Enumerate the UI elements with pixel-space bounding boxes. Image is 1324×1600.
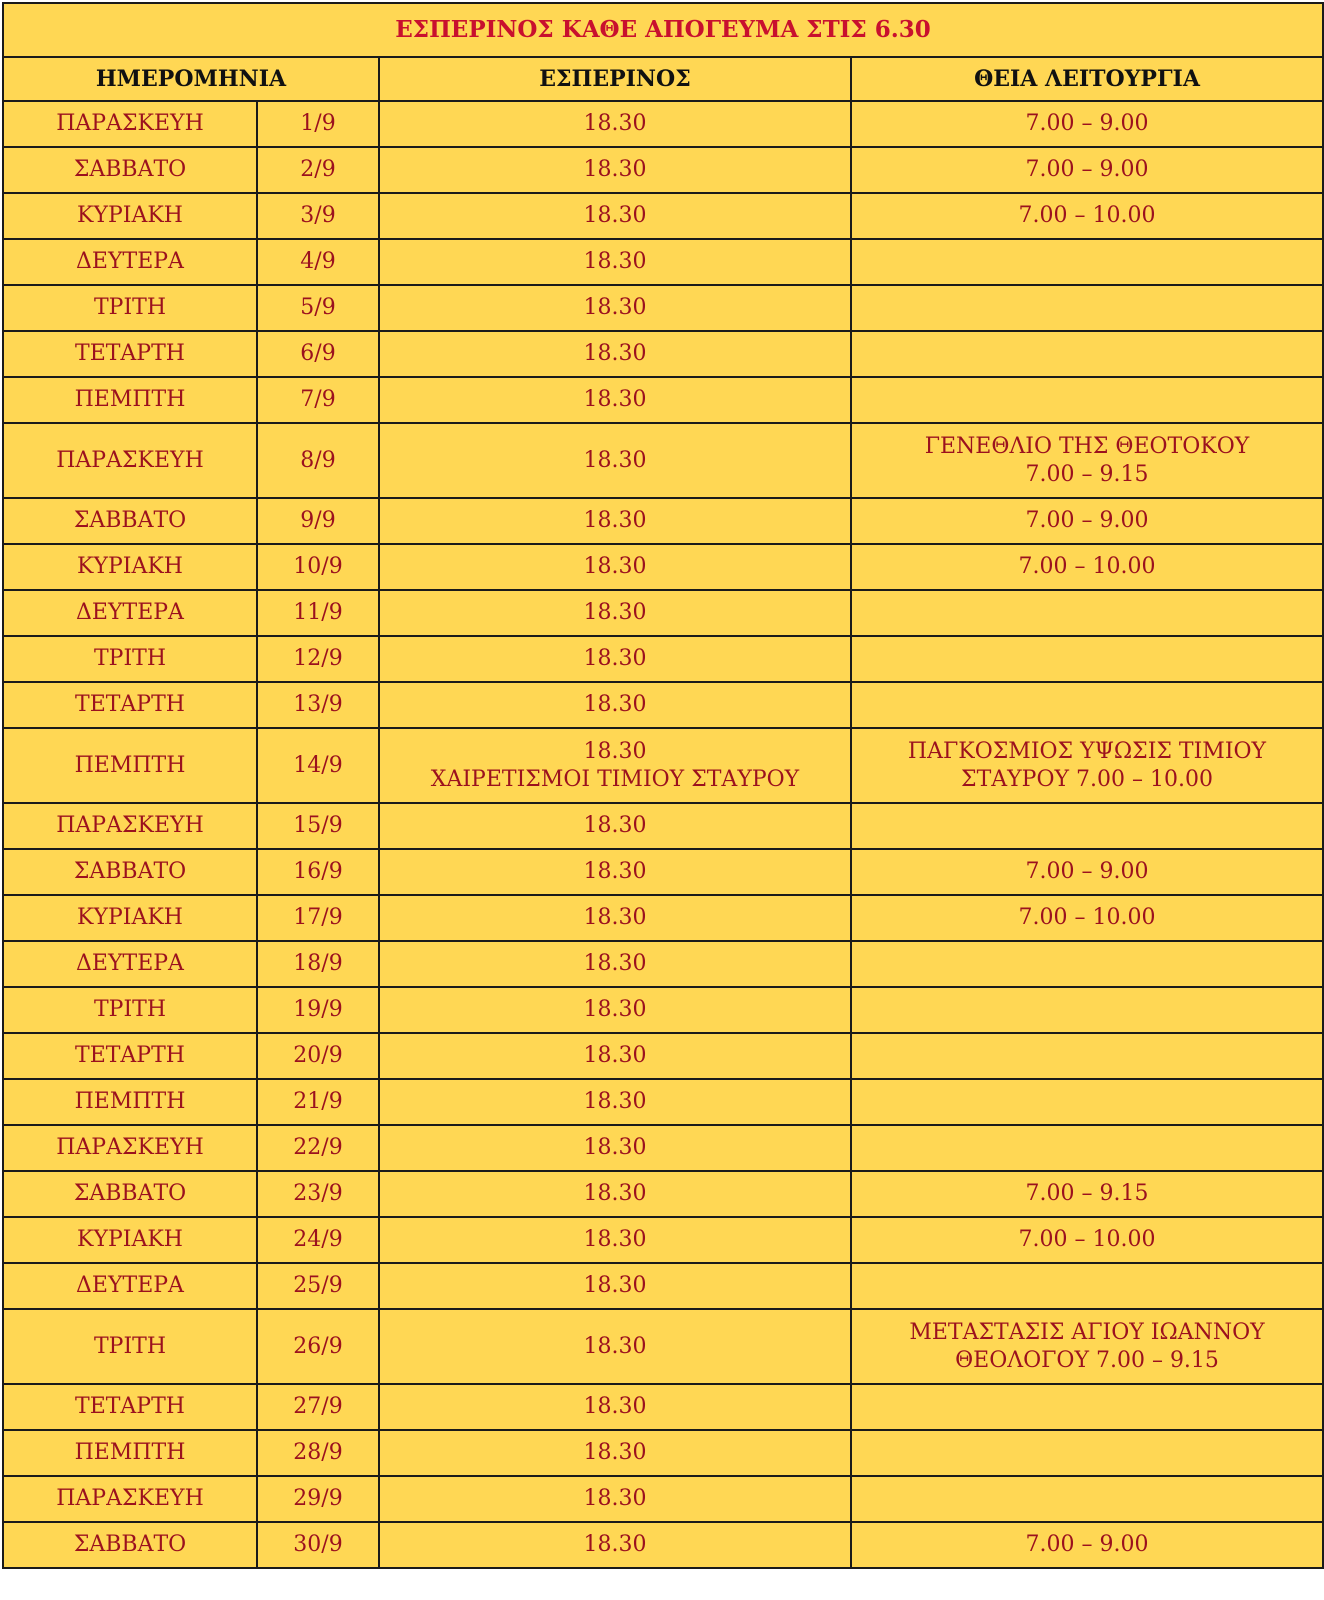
day-cell: ΣΑΒΒΑΤΟ: [3, 498, 257, 544]
date-cell: 28/9: [257, 1430, 379, 1476]
table-row: [3, 544, 1323, 590]
vespers-time: 18.30: [583, 1532, 647, 1557]
date-cell: 11/9: [257, 590, 379, 636]
table-row: [3, 1263, 1323, 1309]
liturgy-cell: [851, 1476, 1323, 1522]
day-cell: ΚΥΡΙΑΚΗ: [3, 544, 257, 590]
day-cell: ΠΕΜΠΤΗ: [3, 1079, 257, 1125]
day-cell: ΚΥΡΙΑΚΗ: [3, 895, 257, 941]
date-cell: 5/9: [257, 285, 379, 331]
vespers-cell: [379, 803, 851, 849]
liturgy-cell: [851, 1125, 1323, 1171]
vespers-time: 18.30: [583, 157, 647, 182]
liturgy-line: 7.00 – 10.00: [1018, 1227, 1156, 1252]
liturgy-cell: [851, 423, 1323, 498]
liturgy-cell: [851, 1430, 1323, 1476]
vespers-time: 18.30: [583, 905, 647, 930]
table-row: [3, 728, 1323, 803]
day-cell: ΣΑΒΒΑΤΟ: [3, 1522, 257, 1568]
day-cell: ΤΕΤΑΡΤΗ: [3, 682, 257, 728]
vespers-cell: [379, 377, 851, 423]
vespers-time: 18.30: [583, 1273, 647, 1298]
vespers-time: 18.30: [583, 859, 647, 884]
liturgy-line: 7.00 – 10.00: [1018, 905, 1156, 930]
date-cell: 27/9: [257, 1384, 379, 1430]
table-row: [3, 1522, 1323, 1568]
vespers-cell: [379, 1309, 851, 1384]
liturgy-cell: [851, 1079, 1323, 1125]
table-row: [3, 147, 1323, 193]
header-date: ΗΜΕΡΟΜΗΝΙΑ: [3, 57, 379, 101]
liturgy-cell: [851, 728, 1323, 803]
liturgy-line: ΓΕΝΕΘΛΙΟ ΤΗΣ ΘΕΟΤΟΚΟΥ: [924, 433, 1250, 459]
vespers-time: 18.30: [583, 1440, 647, 1465]
vespers-time: 18.30: [583, 951, 647, 976]
table-row: [3, 1476, 1323, 1522]
liturgy-line: 7.00 – 9.15: [1025, 1181, 1149, 1206]
date-cell: 12/9: [257, 636, 379, 682]
day-cell: ΔΕΥΤΕΡΑ: [3, 1263, 257, 1309]
vespers-cell: [379, 147, 851, 193]
date-cell: 14/9: [257, 728, 379, 803]
vespers-time: 18.30: [583, 1181, 647, 1206]
vespers-time: 18.30: [583, 813, 647, 838]
day-cell: ΣΑΒΒΑΤΟ: [3, 147, 257, 193]
vespers-cell: [379, 1430, 851, 1476]
date-cell: 20/9: [257, 1033, 379, 1079]
vespers-time: 18.30: [583, 997, 647, 1022]
table-row: [3, 1384, 1323, 1430]
liturgy-cell: [851, 193, 1323, 239]
date-cell: 8/9: [257, 423, 379, 498]
vespers-time: 18.30: [583, 738, 647, 764]
date-cell: 21/9: [257, 1079, 379, 1125]
liturgy-line: 7.00 – 9.00: [1025, 1532, 1149, 1557]
day-cell: ΤΡΙΤΗ: [3, 987, 257, 1033]
liturgy-cell: [851, 1384, 1323, 1430]
day-cell: ΠΑΡΑΣΚΕΥΗ: [3, 101, 257, 147]
date-cell: 24/9: [257, 1217, 379, 1263]
table-row: [3, 1217, 1323, 1263]
liturgy-line-2: ΣΤΑΥΡΟΥ 7.00 – 10.00: [961, 766, 1213, 792]
vespers-time: 18.30: [583, 1089, 647, 1114]
vespers-cell: [379, 1217, 851, 1263]
date-cell: 19/9: [257, 987, 379, 1033]
table-row: [3, 331, 1323, 377]
liturgy-cell: [851, 1033, 1323, 1079]
day-cell: ΤΕΤΑΡΤΗ: [3, 1384, 257, 1430]
vespers-cell: [379, 1125, 851, 1171]
liturgy-line: ΠΑΓΚΟΣΜΙΟΣ ΥΨΩΣΙΣ ΤΙΜΙΟΥ: [907, 738, 1267, 764]
vespers-time: 18.30: [583, 203, 647, 228]
vespers-time: 18.30: [583, 295, 647, 320]
date-cell: 26/9: [257, 1309, 379, 1384]
liturgy-cell: [851, 895, 1323, 941]
day-cell: ΣΑΒΒΑΤΟ: [3, 1171, 257, 1217]
liturgy-cell: [851, 544, 1323, 590]
table-row: [3, 1033, 1323, 1079]
vespers-cell: [379, 895, 851, 941]
date-cell: 18/9: [257, 941, 379, 987]
date-cell: 6/9: [257, 331, 379, 377]
table-row: [3, 239, 1323, 285]
table-row: [3, 941, 1323, 987]
table-row: [3, 498, 1323, 544]
table-row: [3, 987, 1323, 1033]
vespers-cell: [379, 1522, 851, 1568]
vespers-time: 18.30: [583, 1486, 647, 1511]
liturgy-cell: [851, 803, 1323, 849]
liturgy-cell: [851, 1171, 1323, 1217]
vespers-time: 18.30: [583, 1043, 647, 1068]
liturgy-line: 7.00 – 9.00: [1025, 111, 1149, 136]
vespers-cell: [379, 498, 851, 544]
table-row: [3, 1079, 1323, 1125]
table-row: [3, 682, 1323, 728]
liturgy-cell: [851, 147, 1323, 193]
table-row: [3, 193, 1323, 239]
table-row: [3, 803, 1323, 849]
vespers-time: 18.30: [583, 508, 647, 533]
table-row: [3, 377, 1323, 423]
date-cell: 3/9: [257, 193, 379, 239]
day-cell: ΔΕΥΤΕΡΑ: [3, 590, 257, 636]
date-cell: 22/9: [257, 1125, 379, 1171]
schedule-title: ΕΣΠΕΡΙΝΟΣ ΚΑΘΕ ΑΠΟΓΕΥΜΑ ΣΤΙΣ 6.30: [3, 3, 1323, 57]
vespers-cell: [379, 285, 851, 331]
vespers-cell: [379, 239, 851, 285]
date-cell: 25/9: [257, 1263, 379, 1309]
vespers-cell: [379, 101, 851, 147]
liturgy-cell: [851, 1263, 1323, 1309]
vespers-cell: [379, 682, 851, 728]
date-cell: 16/9: [257, 849, 379, 895]
date-cell: 29/9: [257, 1476, 379, 1522]
header-liturgy: ΘΕΙΑ ΛΕΙΤΟΥΡΓΙΑ: [851, 57, 1323, 101]
vespers-time: 18.30: [583, 341, 647, 366]
vespers-cell: [379, 1079, 851, 1125]
date-cell: 7/9: [257, 377, 379, 423]
liturgy-cell: [851, 239, 1323, 285]
day-cell: ΔΕΥΤΕΡΑ: [3, 239, 257, 285]
liturgy-cell: [851, 849, 1323, 895]
date-cell: 15/9: [257, 803, 379, 849]
liturgy-cell: [851, 1309, 1323, 1384]
date-cell: 23/9: [257, 1171, 379, 1217]
day-cell: ΤΡΙΤΗ: [3, 285, 257, 331]
vespers-time: 18.30: [583, 447, 647, 473]
liturgy-line: 7.00 – 10.00: [1018, 554, 1156, 579]
date-cell: 4/9: [257, 239, 379, 285]
liturgy-cell: [851, 987, 1323, 1033]
date-cell: 17/9: [257, 895, 379, 941]
title-row: [3, 3, 1323, 57]
vespers-cell: [379, 423, 851, 498]
liturgy-line-2: 7.00 – 9.15: [1025, 461, 1149, 487]
day-cell: ΤΕΤΑΡΤΗ: [3, 331, 257, 377]
liturgy-cell: [851, 590, 1323, 636]
liturgy-line: 7.00 – 9.00: [1025, 508, 1149, 533]
vespers-time: 18.30: [583, 692, 647, 717]
vespers-cell: [379, 987, 851, 1033]
vespers-time: 18.30: [583, 1394, 647, 1419]
vespers-cell: [379, 1476, 851, 1522]
vespers-cell: [379, 331, 851, 377]
vespers-note: ΧΑΙΡΕΤΙΣΜΟΙ ΤΙΜΙΟΥ ΣΤΑΥΡΟΥ: [430, 766, 800, 792]
date-cell: 30/9: [257, 1522, 379, 1568]
vespers-time: 18.30: [583, 249, 647, 274]
liturgy-cell: [851, 377, 1323, 423]
liturgy-line: 7.00 – 10.00: [1018, 203, 1156, 228]
table-row: [3, 423, 1323, 498]
date-cell: 10/9: [257, 544, 379, 590]
vespers-time: 18.30: [583, 1333, 647, 1359]
liturgy-cell: [851, 101, 1323, 147]
day-cell: ΚΥΡΙΑΚΗ: [3, 193, 257, 239]
liturgy-cell: [851, 1522, 1323, 1568]
table-row: [3, 1171, 1323, 1217]
liturgy-cell: [851, 498, 1323, 544]
liturgy-line: 7.00 – 9.00: [1025, 157, 1149, 182]
vespers-cell: [379, 1171, 851, 1217]
date-cell: 2/9: [257, 147, 379, 193]
liturgy-cell: [851, 941, 1323, 987]
day-cell: ΠΑΡΑΣΚΕΥΗ: [3, 803, 257, 849]
table-row: [3, 101, 1323, 147]
vespers-time: 18.30: [583, 111, 647, 136]
day-cell: ΤΕΤΑΡΤΗ: [3, 1033, 257, 1079]
vespers-time: 18.30: [583, 554, 647, 579]
table-row: [3, 849, 1323, 895]
table-row: [3, 1125, 1323, 1171]
liturgy-cell: [851, 285, 1323, 331]
table-row: [3, 895, 1323, 941]
vespers-cell: [379, 636, 851, 682]
vespers-cell: [379, 193, 851, 239]
liturgy-cell: [851, 1217, 1323, 1263]
vespers-time: 18.30: [583, 1227, 647, 1252]
vespers-cell: [379, 1384, 851, 1430]
liturgy-cell: [851, 682, 1323, 728]
header-row: [3, 57, 1323, 101]
schedule-table: [2, 2, 1324, 1569]
liturgy-line: ΜΕΤΑΣΤΑΣΙΣ ΑΓΙΟΥ ΙΩΑΝΝΟΥ: [909, 1319, 1265, 1345]
vespers-time: 18.30: [583, 1135, 647, 1160]
day-cell: ΠΑΡΑΣΚΕΥΗ: [3, 1125, 257, 1171]
day-cell: ΠΑΡΑΣΚΕΥΗ: [3, 423, 257, 498]
liturgy-cell: [851, 636, 1323, 682]
day-cell: ΠΕΜΠΤΗ: [3, 377, 257, 423]
day-cell: ΚΥΡΙΑΚΗ: [3, 1217, 257, 1263]
vespers-time: 18.30: [583, 387, 647, 412]
table-row: [3, 590, 1323, 636]
table-row: [3, 1430, 1323, 1476]
vespers-cell: [379, 849, 851, 895]
day-cell: ΠΑΡΑΣΚΕΥΗ: [3, 1476, 257, 1522]
day-cell: ΤΡΙΤΗ: [3, 1309, 257, 1384]
day-cell: ΠΕΜΠΤΗ: [3, 728, 257, 803]
day-cell: ΤΡΙΤΗ: [3, 636, 257, 682]
liturgy-line: 7.00 – 9.00: [1025, 859, 1149, 884]
date-cell: 9/9: [257, 498, 379, 544]
header-vespers: ΕΣΠΕΡΙΝΟΣ: [379, 57, 851, 101]
liturgy-line-2: ΘΕΟΛΟΓΟΥ 7.00 – 9.15: [955, 1347, 1219, 1373]
vespers-cell: [379, 544, 851, 590]
vespers-cell: [379, 590, 851, 636]
vespers-cell: [379, 941, 851, 987]
vespers-time: 18.30: [583, 646, 647, 671]
date-cell: 1/9: [257, 101, 379, 147]
table-row: [3, 636, 1323, 682]
date-cell: 13/9: [257, 682, 379, 728]
day-cell: ΔΕΥΤΕΡΑ: [3, 941, 257, 987]
day-cell: ΣΑΒΒΑΤΟ: [3, 849, 257, 895]
vespers-time: 18.30: [583, 600, 647, 625]
table-row: [3, 285, 1323, 331]
day-cell: ΠΕΜΠΤΗ: [3, 1430, 257, 1476]
vespers-cell: [379, 728, 851, 803]
table-row: [3, 1309, 1323, 1384]
vespers-cell: [379, 1263, 851, 1309]
liturgy-cell: [851, 331, 1323, 377]
vespers-cell: [379, 1033, 851, 1079]
